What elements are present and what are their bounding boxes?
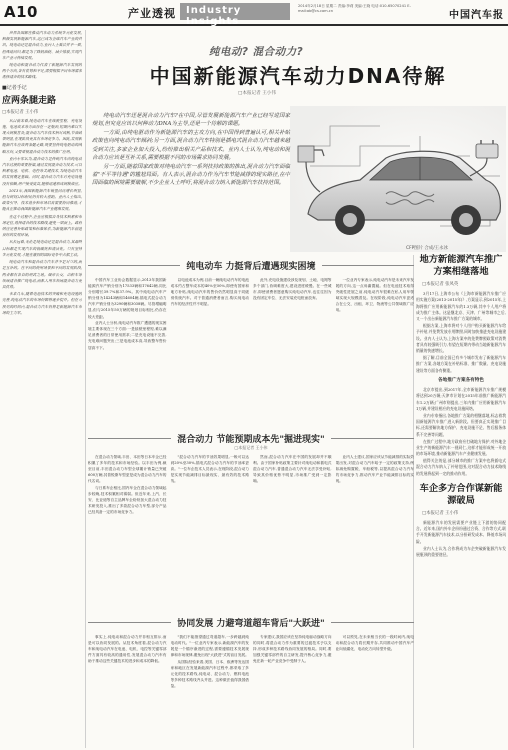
paragraph: 3月17日,上海市公布《上海市新能源汽车推广应用实施方案(2013-2015年)》,方案显示,到2015年,上海将推广应用新能源汽车约1.3万辆,其中个人用户将成为推广主体。这是继北京、天津、广州等城市之后,又一个出台新能源汽车推广方案的城市。 [416, 291, 506, 322]
paragraph: 业内人士建议,国家应该从节能减排的实际效果出发,对混合动力汽车给予一定的政策支持,例如减免购置税、车船税等,以提高混合动力汽车的市场竞争力,推动汽车产业节能减排目标的实现。 [335, 455, 414, 484]
side-headline: 地方新能源汽车推广方案相继落地 [419, 254, 503, 277]
text-column [336, 634, 415, 746]
paragraph: 业内专家指出,各地推广方案的相继落地,标志着我国新能源汽车推广进入新阶段。但要真正实现推广目标,还需要解决地方保护、充电设施不足、售后服务体系不完善等问题。 [416, 412, 506, 437]
section-title: 混合动力 节能预期成本先"掘进现实" [171, 432, 331, 445]
paragraph: 从长远看,无论是纯电动还是混合动力,其最终目标都是实现汽车的低碳化和清洁化。只有坚持多元化发展,才能在激烈的国际竞争中占据主动。 [2, 240, 82, 257]
article-lead [92, 112, 290, 188]
section-name-en: Industry Insights [180, 3, 290, 20]
paragraph: 以电池成本为例,目前一辆纯电动汽车的电池成本约占整车成本的40%至50%,即使有国家和地方补贴,纯电动汽车的售价仍然明显高于同级别传统汽车。对于普通消费者而言,购买纯电动汽车的经济性并不明显。 [170, 278, 249, 307]
column-divider [85, 30, 86, 748]
image-caption: CFP图片 合成/王永冰 [406, 246, 448, 251]
section-body [88, 454, 414, 614]
section-heading [88, 432, 414, 445]
text-column [336, 454, 415, 614]
side-body-2 [416, 520, 506, 558]
section-body [88, 634, 414, 746]
left-intro [2, 30, 82, 81]
column-byline: □本报记者 王小伟 [2, 109, 39, 115]
paragraph: 2013年,我国新能源汽车销量同比增长明显,但与规划目标相比仍有较大差距。业内人士指出,政策引导、技术进步和市场培育需要协同推进,才能真正推动我国新能源汽车产业健康发展。 [2, 188, 82, 212]
paragraph: 在这个过程中,企业应根据自身技术积累和市场定位,选择适合的技术路线,避免一哄而上。政府则应完善补贴政策和标准体系,为新能源汽车创造良好的发展环境。 [2, 214, 82, 238]
paragraph: 业内专家认为,混合动力是传统汽车向纯电动汽车过渡的重要桥梁,通过发展混合动力技术,可以积累电池、电机、电控等关键技术,为纯电动汽车的发展奠定基础。同时,混合动力汽车对充电设施没有依赖,用户接受度高,能够迅速形成规模效应。 [2, 156, 82, 186]
paragraph: 一位业内专家表示,纯电动汽车是未来汽车发展的方向,这一点毋庸置疑。但在电池技术取得突破性进展之前,纯电动汽车很难在私人用车领域实现大规模普及。在现阶段,纯电动汽车更适合在公交、出租、环卫、物流等公共领域推广应用。 [335, 278, 414, 313]
text-column [336, 277, 415, 431]
paragraph: 新能源汽车的发展需要产业链上下游的协同配合。近年来,国内外车企纷纷通过合资、合作等方式,联手开发新能源汽车技术,以分担研发成本、降低市场风险。 [416, 519, 506, 544]
side-body [416, 291, 506, 477]
paragraph: 在混合动力领域,丰田、本田等日本车企已经积累了多年的技术和市场经验。以丰田为例,截至目前,丰田混合动力车型全球累计销量已突破600万辆,其普锐斯车型更是成为混合动力汽车的代名词。 [88, 455, 167, 484]
side-byline: □本报记者 张凤英 [422, 282, 459, 287]
paragraph: 与日系车企相比,国内车企在混合动力领域起步较晚,技术积累相对薄弱。但近年来,上汽、长安、比亚迪等自主品牌车企纷纷加大混合动力技术研发投入,推出了多款混合动力车型,部分产品已经具备一定的市场竞争力。 [88, 485, 167, 515]
header-info: 2014年2月18日 星期二 责编:李莉 美编:王晓 电话:010-65070241 E-mail:ab@cs.com.cn [298, 4, 411, 13]
section-name: 产业透视 [128, 7, 176, 20]
page-number: A10 [4, 3, 38, 21]
side-subheading: 各地推广方案各有特色 [438, 377, 484, 383]
paragraph: "我们不能指望通过弯道超车,一步跨越到纯电动时代。"一位业内专家表示,新能源汽车的发展是一个循序渐进的过程,需要遵循技术发展规律和市场规律,避免出现"大跃进"式的盲目发展。 [170, 635, 249, 658]
column-article [2, 84, 82, 316]
newspaper-name: 中国汽车报 [449, 10, 504, 21]
paragraph: 据了解,目前全国已有多个城市发布了新能源汽车推广方案,各地方案在补贴标准、推广数量、充电设施建设等方面各有侧重。 [416, 354, 506, 373]
paragraph: 另一方面,随着国家政策对纯电动汽车一系列扶持政策的推出,混合动力汽车面临着"不平等待遇"的尴尬局面。有人表示,混合动力作为汽车节能减排的现实路径,在中国面临的困境需要破解,不少企业人士呼吁,将混合动力纳入新能源汽车扶持范围。 [92, 163, 290, 187]
article-kicker: 纯电动? 混合动力? [208, 46, 304, 58]
article-byline: □本报记者 王小伟 [238, 91, 276, 96]
paragraph: 北京市提出,到2017年,全市新能源汽车推广规模将达到20万辆;天津市计划在2015年前推广新能源汽车1.2万辆;广州市则提出,三年内推广应用新能源汽车1万辆,并建设相应的充电设施网络。 [416, 387, 506, 412]
paragraph: 可以预见,在未来相当长的一段时间内,纯电动和混合动力将长期并存,共同推动中国汽车产业向低碳化、电动化方向转型升级。 [335, 635, 414, 652]
text-column [88, 634, 167, 746]
paragraph: 此外,充电设施建设涉及规划、土地、电网等多个部门,协调难度大,建设进度缓慢。在一些城市,即使消费者愿意购买纯电动汽车,也往往因为没有固定车位、无法安装充电桩而放弃。 [253, 278, 332, 301]
text-column [171, 634, 250, 746]
paragraph: 纯电动汽车还是混合动力汽车?在中国,尽管发展新能源汽车产业已经写进国家规划,但究竟应该以何种动力DNA为主导,还是一个待解的课题。 [92, 113, 290, 128]
section-byline: □本报记者 王小伟 [234, 445, 268, 450]
text-column [253, 277, 332, 431]
paragraph: 专家建议,我国应该在坚持纯电驱动战略方向的同时,将混合动力作为重要的过渡技术予以支持,形成多种技术路线协同发展的格局。同时,要加强关键零部件的自主研发,提升核心竞争力,避免在新一轮产业竞争中受制于人。 [253, 635, 332, 664]
paragraph: "混合动力汽车的节油效果明显,一般可以达到20%至30%,插电式混合动力汽车的节油率更高。"一位车企技术人员表示,在现阶段,混合动力是实现节能减排目标最现实、最有效的技术路线。 [170, 455, 249, 484]
paragraph: 事实上,纯电动和混合动力并非相互排斥,而是可以协同发展的。从技术角度看,混合动力汽车和纯电动汽车在电池、电机、电控等关键零部件方面具有较高的通用性,发展混合动力汽车有助于推动这些关键技术的进步和成本的降低。 [88, 635, 167, 664]
paragraph: 从国际经验来看,美国、日本、欧洲等发达国家和地区在发展新能源汽车过程中,都采取了多元化的技术路线,纯电动、混合动力、燃料电池等多种技术路线齐头并进。这种做法值得我国借鉴。 [170, 659, 249, 689]
paragraph: 一方面,由纯电驱动作为新能源汽车的主攻方向,在中国得到普遍认可,相关补贴政策也向纯电动汽车倾斜;另一方面,混合动力汽车特别是插电式混合动力汽车越来越受到关注,多家企业加大投入,纷纷推出相关产品和技术。业内人士认为,纯电动和混合动力应该是互补关系,需要根据不同的市场需求协同发展。 [92, 130, 290, 161]
text-column [253, 634, 332, 746]
paragraph: 纯电动汽车和混合动力汽车并不是对立的,而是互补的。在不同的使用场景和不同的发展阶段,两者都有各自的用武之地。城市公交、出租车等领域适合推广纯电动,而私人用车领域混合动力更具优势。 [2, 260, 82, 289]
column-headline: 应两条腿走路 [2, 95, 57, 106]
left-column [2, 30, 82, 748]
text-column [253, 454, 332, 614]
section-title: 纯电动车 力挺背后遭遇现实困境 [180, 259, 321, 272]
section-heading [88, 616, 414, 629]
column-body [2, 118, 82, 316]
text-column [88, 277, 167, 431]
paragraph: 在推广过程中,地方政府应打破地方保护,对外地企业生产的新能源汽车一视同仁,这样才能形成统一开放的市场环境,推动新能源汽车产业健康发展。 [416, 438, 506, 457]
car-illustration [290, 106, 506, 252]
paragraph: 世界各国都在推动汽车动力系统多元化发展,积极发展新能源汽车,这已成为全球汽车产业的共识。纯电动还是混合动力,业内人士看法并不一致,但殊途同归,都是为了降低油耗、减少排放,实现汽车产业可持续发展。 [2, 31, 82, 60]
text-column [171, 454, 250, 614]
paragraph: 纯电动和混合动力代表了新能源汽车发展的两个方向,各有优势和不足,需要根据不同市场需求选择适合的技术路线。 [2, 63, 82, 80]
section-title: 协同发展 力避弯道超车背后"大跃进" [171, 616, 331, 629]
text-column [88, 454, 167, 614]
paragraph: 然而,混合动力汽车在中国的发展却并不顺利。由于国家补贴政策主要针对纯电动和插电式混合动力汽车,普通混合动力汽车无法享受补贴,导致其价格优势不明显,市场推广受到一定影响。 [253, 455, 332, 484]
text-column [171, 277, 250, 431]
page-header [0, 0, 508, 26]
column-tag: ■记者手记 [2, 84, 27, 91]
side-headline-2: 车企多方合作谋新能源破局 [419, 482, 503, 506]
section-heading [88, 259, 414, 272]
side-byline-2: □本报记者 王小伟 [422, 510, 459, 516]
paragraph: 中国汽车工业协会数据显示,2013年我国新能源汽车产销分别为17533辆和17642辆,同比分别增长39.7%和37.9%。其中纯电动汽车产销分别为14243辆和14604辆,插电式混合动力汽车产销分别为3290辆和3038辆。尽管增幅明显,但与2015年50万辆的规划目标相比,仍存在较大差距。 [88, 278, 167, 319]
paragraph: 业内人士认为,合作将成为车企突破新能源汽车发展瓶颈的重要途径。 [416, 545, 506, 557]
right-column [416, 254, 506, 748]
paragraph: 值得关注的是,部分城市的推广方案中也将插电式混合动力汽车纳入了补贴范围,这对混合动力技术路线的发展将起到一定的推动作用。 [416, 457, 506, 476]
article-title: 中国新能源汽车动力DNA待解 [149, 64, 447, 88]
paragraph: 根据方案,上海市将对个人用户购买新能源汽车给予补贴,并免费发放专用牌照,同时加快推进充电设施建设。业内人士认为,上海方案中的免费牌照政策对消费者具有较强吸引力,有望在短期内带动当地新能源汽车销量的快速增长。 [416, 322, 506, 354]
section-body [88, 277, 414, 431]
main-article [88, 28, 506, 748]
paragraph: 从目前来看,纯电动汽车在续驶里程、充电设施、电池成本等方面存在一定瓶颈,短期内难以实现大规模普及;混合动力汽车技术相对成熟,节油效果明显,在现阶段更具有市场竞争力。因此,发展新能源汽车应该两条腿走路,既要坚持纯电驱动的战略方向,又要重视混合动力技术的推广应用。 [2, 118, 82, 154]
paragraph: 业内人士分析,纯电动汽车推广遭遇的现实困境主要体现在三个方面:一是续驶里程短,难以满足消费者的日常使用需求;二是充电设施不完善,充电难问题突出;三是电池成本高,导致整车售价居高不下。 [88, 321, 167, 350]
paragraph: 未来几年,随着电池技术的突破和充电设施的完善,纯电动汽车的市场份额将逐步提升。但在可预见的时间内,混合动力汽车仍将是新能源汽车市场的主力军。 [2, 292, 82, 315]
